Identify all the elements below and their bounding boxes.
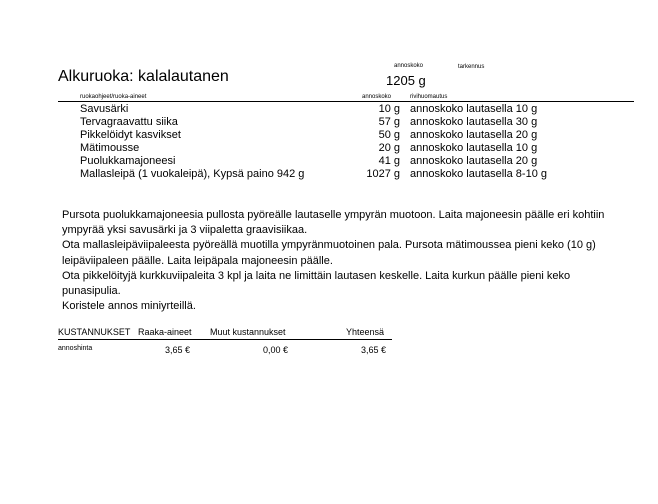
total-cost: 3,65 € <box>360 345 386 355</box>
ingredient-note: annoskoko lautasella 30 g <box>410 116 538 128</box>
ingredient-name: Pikkelöidyt kasvikset <box>80 129 181 141</box>
other-costs-header: Muut kustannukset <box>210 327 286 337</box>
specification-label: tarkennus <box>458 64 485 70</box>
ingredient-amount: 20 g <box>378 142 400 154</box>
ingredient-name: Mätimousse <box>80 142 140 154</box>
ingredient-amount: 1027 g <box>366 168 400 180</box>
ingredient-note: annoskoko lautasella 20 g <box>410 129 538 141</box>
ingredient-name: Puolukkamajoneesi <box>80 155 176 167</box>
ingredient-name: Tervagraavattu siika <box>80 116 178 128</box>
ingredient-note: annoskoko lautasella 8-10 g <box>410 168 547 180</box>
portion-price-label: annoshinta <box>58 345 93 352</box>
total-header: Yhteensä <box>346 327 385 337</box>
ingredient-amount: 50 g <box>378 129 400 141</box>
ingredient-note: annoskoko lautasella 20 g <box>410 155 538 167</box>
portion-weight: 1205 g <box>386 73 426 88</box>
portion-size-label: annoskoko <box>394 63 424 69</box>
instruction-line: Koristele annos miniyrteillä. <box>62 300 196 313</box>
table-header-rule <box>58 101 634 102</box>
instruction-line: ympyrää yksi savusärki ja 3 viipaletta graavisiikaa. <box>62 224 308 237</box>
instruction-line: Pursota puolukkamajoneesia pullosta pyöreälle lautaselle ympyrän muotoon. Laita majoneesin päälle eri kohtiin <box>62 209 605 221</box>
col-note-header: rivihuomautus <box>410 94 448 100</box>
ingredient-amount: 10 g <box>378 103 400 115</box>
ingredient-note: annoskoko lautasella 10 g <box>410 142 538 154</box>
instruction-line: Ota pikkelöityjä kurkkuviipaleita 3 kpl ja laita ne limittäin lautasen keskelle. Laita kurkun päälle pieni keko <box>62 269 571 282</box>
instruction-line: punasipulia. <box>62 285 121 298</box>
col-amount-header: annoskoko <box>362 94 392 100</box>
costs-header: KUSTANNUKSET <box>58 327 131 337</box>
ingredient-note: annoskoko lautasella 10 g <box>410 103 538 115</box>
col-ingredients-header: ruokaohjeet/ruoka-aineet <box>80 94 147 100</box>
ingredient-name: Mallasleipä (1 vuokaleipä), Kypsä paino 942 g <box>80 168 305 180</box>
instruction-line: Ota mallasleipäviipaleesta pyöreällä muotilla ympyränmuotoinen pala. Pursota mätimoussea pieni keko (10 g) <box>62 239 596 252</box>
other-costs-value: 0,00 € <box>262 345 288 355</box>
raw-materials-header: Raaka-aineet <box>138 327 192 337</box>
preparation-instructions <box>62 208 642 314</box>
instruction-line: leipäviipaleen päälle. Laita leipäpala majoneesin päälle. <box>62 254 333 267</box>
ingredient-name: Savusärki <box>80 103 129 115</box>
ingredient-amount: 57 g <box>378 116 400 128</box>
recipe-title: Alkuruoka: kalalautanen <box>58 68 229 85</box>
ingredient-amount: 41 g <box>378 155 400 167</box>
raw-materials-cost: 3,65 € <box>164 345 190 355</box>
costs-header-rule <box>58 339 392 340</box>
